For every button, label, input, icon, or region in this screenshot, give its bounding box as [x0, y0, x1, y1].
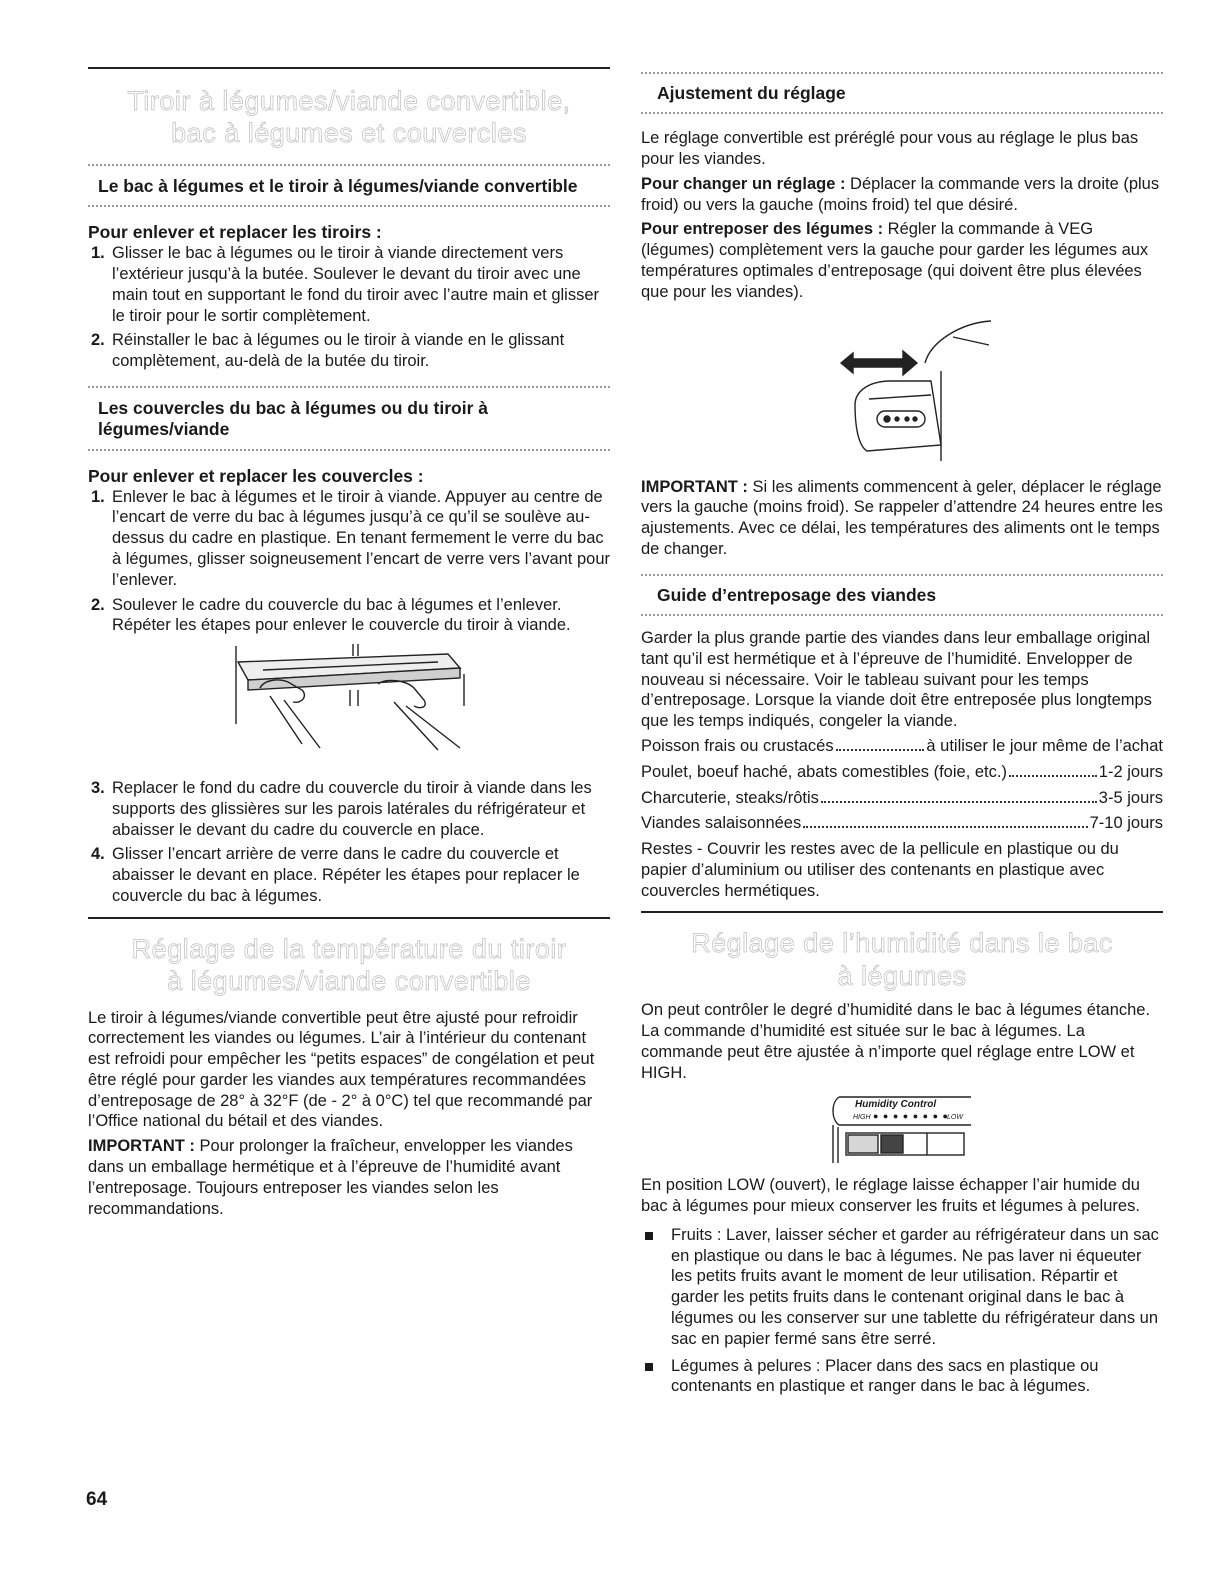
humidity-control-illustration [641, 1089, 1163, 1165]
paragraph: Garder la plus grande partie des viandes dans leur emballage original tant qu’il est hermétique et à l’épreuve de l’humidité. Envelopper de nouveau si nécessaire. Voir le tableau suivant pour les temps d’entreposage. Lorsque la viande doit être entreposée plus longtemps que les temps indiqués, congeler la viande. [641, 629, 1152, 731]
humidity-low-label: LOW [947, 1114, 963, 1122]
divider [641, 574, 1163, 576]
paragraph: IMPORTANT : Si les aliments commencent à geler, déplacer le réglage vers la gauche (moins froid). Se rappeler d’attendre 24 heures entre les ajustements. Avec ce délai, les températures des aliments ont le temps de changer. [641, 477, 1163, 558]
divider [88, 449, 610, 451]
paragraph: On peut contrôler le degré d’humidité dans le bac à légumes étanche. La commande d’humidité est située sur le bac à légumes. La commande peut être ajustée à n’importe quel réglage entre LOW et HIGH. [641, 1001, 1151, 1082]
section-title-humidity: Réglage de l’humidité dans le bac à légumes [691, 928, 1113, 991]
section-rule [88, 67, 610, 69]
page-number: 64 [86, 1489, 108, 1510]
left-column [88, 0, 610, 1223]
divider [641, 614, 1163, 616]
right-column [641, 0, 1163, 1403]
divider [88, 386, 610, 388]
paragraph: Le tiroir à légumes/viande convertible peut être ajusté pour refroidir correctement les viandes ou légumes. L’air à l’intérieur du contenant est refroidi pour empêcher les “petits espaces” de congélation et peut être réglé pour garder les viandes aux températures recommandées d’entreposage de 28° à 32°F (de - 2° à 0°C) tel que recommandé par l’Office national du bétail et des viandes. [88, 1008, 595, 1131]
heading-remove-covers: Pour enlever et replacer les couvercles : [88, 465, 424, 486]
paragraph: Restes - Couvrir les restes avec de la pellicule en plastique ou du papier d’aluminium ou utiliser des contenants en plastique avec couvercles hermétiques. [641, 840, 1119, 900]
table-row: Poisson frais ou crustacés à utiliser le jour même de l’achat [641, 736, 1163, 755]
drawer-steps [88, 243, 610, 372]
subsection-title: Ajustement du réglage [657, 83, 846, 103]
table-row: Viandes salaisonnées 7-10 jours [641, 814, 1163, 833]
table-row: Poulet, boeuf haché, abats comestibles (foie, etc.) 1-2 jours [641, 762, 1163, 781]
list-item: Fruits : Laver, laisser sécher et garder au réfrigérateur dans un sac en plastique ou dans le bac à légumes. Ne pas laver ni équeuter les petits fruits avant le moment de leur utilisation. Répartir et garder les petits fruits dans le contenant original dans le bac à légumes ou les conserver sur une tablette du réfrigérateur dans un sac en papier fermé sans être serré. [641, 1225, 1163, 1350]
bullet-icon [645, 1363, 653, 1371]
list-item: 2. Réinstaller le bac à légumes ou le tiroir à viande en le glissant complètement, au-delà de la butée du tiroir. [91, 331, 565, 371]
heading-remove-drawers: Pour enlever et replacer les tiroirs : [88, 222, 382, 243]
humidity-control-label: Humidity Control [855, 1099, 937, 1111]
section-title-crisper: Tiroir à légumes/viande convertible, bac à légumes et couvercles [127, 86, 571, 149]
cover-steps-continued [88, 778, 610, 907]
paragraph: Le réglage convertible est préréglé pour vous au réglage le plus bas pour les viandes. [641, 129, 1139, 169]
paragraph: IMPORTANT : Pour prolonger la fraîcheur, envelopper les viandes dans un emballage hermétique et à l’épreuve de l’humidité avant l’entreposage. Toujours entreposer les viandes selon les recommandations. [88, 1137, 573, 1218]
paragraph: Pour entreposer des légumes : Régler la commande à VEG (légumes) complètement vers la gauche pour garder les légumes aux températures optimales d’entreposage (qui doivent être plus élevées que pour les viandes). [641, 220, 1149, 301]
divider [88, 205, 610, 207]
paragraph: En position LOW (ouvert), le réglage laisse échapper l’air humide du bac à légumes pour mieux conserver les fruits et légumes à pelures. [641, 1176, 1140, 1216]
list-item: 1. Enlever le bac à légumes et le tiroir à viande. Appuyer au centre de l’encart de verre du bac à légumes jusqu’à ce qu’il se soulève au-dessus du cadre en plastique. En tenant fermement le verre du bac à légumes, glisser soigneusement l’encart de verre vers l’avant pour l’enlever. [91, 487, 610, 589]
list-item: Légumes à pelures : Placer dans des sacs en plastique ou contenants en plastique et ranger dans le bac à légumes. [641, 1356, 1163, 1398]
bullet-icon [645, 1232, 653, 1240]
table-row: Charcuterie, steaks/rôtis 3-5 jours [641, 788, 1163, 807]
divider [88, 164, 610, 166]
list-item: 2. Soulever le cadre du couvercle du bac à légumes et l’enlever. Répéter les étapes pour enlever le couvercle du tiroir à viande. [91, 595, 571, 635]
divider [641, 72, 1163, 74]
storage-table [641, 736, 1163, 834]
section-rule [88, 917, 610, 919]
list-item: 4. Glisser l’encart arrière de verre dans le cadre du couvercle et abaisser le devant en place. Répéter les étapes pour replacer le couvercle du bac à légumes. [91, 845, 580, 905]
subsection-title: Le bac à légumes et le tiroir à légumes/viande convertible [98, 175, 578, 196]
cover-steps [88, 487, 610, 636]
humidity-dots: ● ● ● ● ● ● ● ● [873, 1111, 949, 1122]
paragraph: Pour changer un réglage : Déplacer la commande vers la droite (plus froid) ou vers la gauche (moins froid) tel que désiré. [641, 174, 1160, 214]
temperature-control-illustration [641, 311, 1163, 471]
humidity-high-label: HIGH [853, 1114, 871, 1122]
list-item: 3. Replacer le fond du cadre du couvercle du tiroir à viande dans les supports des glissières sur les parois latérales du réfrigérateur et abaisser le devant du cadre du couvercle en place. [91, 779, 592, 839]
tips-list [641, 1225, 1163, 1397]
subsection-title: Guide d’entreposage des viandes [657, 584, 937, 605]
section-rule [641, 911, 1163, 913]
divider [641, 112, 1163, 114]
section-title-temperature: Réglage de la température du tiroir à légumes/viande convertible [131, 933, 567, 997]
subsection-title: Les couvercles du bac à légumes ou du tiroir à légumes/viande [98, 397, 488, 440]
cover-removal-illustration [88, 644, 610, 772]
list-item: 1. Glisser le bac à légumes ou le tiroir à viande directement vers l’extérieur jusqu’à la butée. Soulever le devant du tiroir avec une main tout en supportant le fond du tiroir avec l’autre main et glisser le tiroir pour le sortir complètement. [91, 244, 600, 325]
